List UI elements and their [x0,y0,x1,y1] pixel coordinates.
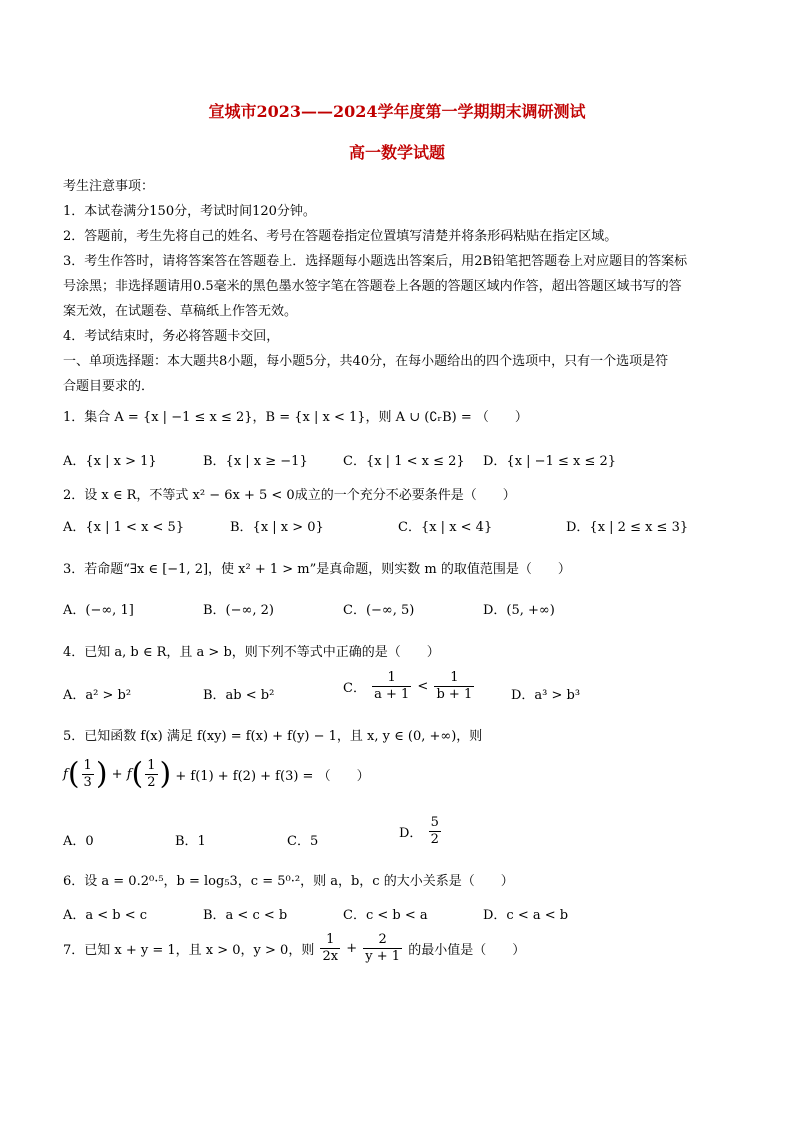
section-intro-line-1: 一、单项选择题：本大题共8小题，每小题5分，共40分，在每小题给出的四个选项中，只有一个选项是符 [63,354,669,369]
q6-option-d: D．c < a < b [483,908,569,923]
q2-option-c: C．{x | x < 4} [398,520,493,535]
q4-option-c-fraction-1: $\frac{1}{a + 1}$ [374,670,410,702]
q5-option-c: C．5 [287,834,319,849]
note-4: 4．考试结束时，务必将答题卡交回， [63,329,280,344]
q5-fraction-1: $\frac{1}{3}$ [83,758,92,790]
q5-stem: 5．已知函数 f(x) 满足 f(xy) = f(x) + f(y) − 1，且 x, y ∈ (0, +∞)，则 [63,729,483,744]
q7-stem: 7．已知 x + y = 1，且 x > 0，y > 0，则 $\frac{1}{2x}$ + $\frac{2}{y + 1}$ 的最小值是（ ） [63,932,526,964]
note-3-line-2: 号涂黑；非选择题请用0.5毫米的黑色墨水签字笔在答题卷上各题的答题区域内作答，超出答题区域书写的答 [63,279,682,294]
q5-option-d-fraction: $\frac{5}{2}$ [430,815,439,847]
note-1: 1．本试卷满分150分，考试时间120分钟。 [63,204,316,219]
note-3-line-1: 3．考生作答时，请将答案答在答题卷上．选择题每小题选出答案后，用2B铅笔把答题卷上对应题目的答案标 [63,254,688,269]
q1-stem: 1．集合 A = {x | −1 ≤ x ≤ 2}，B = {x | x < 1}，则 A ∪ (∁ᵣB) = （ ） [63,410,528,425]
q4-option-c [343,670,476,703]
q3-option-a: A．(−∞, 1] [63,603,134,618]
q4-option-c-label: C． [343,681,366,696]
q5-expression-tail: + f(1) + f(2) + f(3) = （ ） [175,769,370,784]
q7-fraction-1: $\frac{1}{2x}$ [322,932,339,964]
q5-option-d: D． $\frac{5}{2}$ [399,815,439,847]
q3-stem: 3．若命题“∃x ∈ [−1, 2]，使 x² + 1 > m”是真命题，则实数 m 的取值范围是（ ） [63,562,571,577]
notes-heading: 考生注意事项： [63,179,155,194]
q1-option-b: B．{x | x ≥ −1} [203,454,308,469]
q7-fraction-2: $\frac{2}{y + 1}$ [365,932,401,964]
q3-option-c: C．(−∞, 5) [343,603,415,618]
q3-option-b: B．(−∞, 2) [203,603,274,618]
q2-stem: 2．设 x ∈ R，不等式 x² − 6x + 5 < 0成立的一个充分不必要条件是（ ） [63,488,516,503]
q2-option-d: D．{x | 2 ≤ x ≤ 3} [566,520,689,535]
note-3-line-3: 案无效，在试题卷、草稿纸上作答无效。 [63,304,298,319]
q6-option-c: C．c < b < a [343,908,428,923]
q3-option-d: D．(5, +∞) [483,603,555,618]
q4-option-c-fraction-2: $\frac{1}{b + 1}$ [436,670,473,702]
q1-option-a: A．{x | x > 1} [63,454,157,469]
q5-expression: f( $\frac{1}{3}$ ) + f( $\frac{1}{2}$ ) + f(1) + f(2) + f(3) = （ ） [63,756,370,792]
section-intro-line-2: 合题目要求的． [63,379,155,394]
q4-option-b: B．ab < b² [203,688,275,703]
q2-option-b: B．{x | x > 0} [230,520,324,535]
q1-option-d: D．{x | −1 ≤ x ≤ 2} [483,454,617,469]
q4-option-d: D．a³ > b³ [511,688,581,703]
q5-option-a: A．0 [63,834,94,849]
q5-fraction-2: $\frac{1}{2}$ [147,758,156,790]
exam-subtitle: 高一数学试题 [348,143,445,162]
q6-option-a: A．a < b < c [63,908,148,923]
q5-option-b: B．1 [175,834,206,849]
q4-option-a: A．a² > b² [63,688,132,703]
exam-title: 宣城市2023——2024学年度第一学期期末调研测试 [208,102,586,121]
q6-stem: 6．设 a = 0.2⁰·⁵，b = log₅3，c = 5⁰·²，则 a，b，c 的大小关系是（ ） [63,874,514,889]
q4-stem: 4．已知 a, b ∈ R，且 a > b，则下列不等式中正确的是（ ） [63,645,440,660]
q1-option-c: C．{x | 1 < x ≤ 2} [343,454,465,469]
note-2: 2．答题前，考生先将自己的姓名、考号在答题卷指定位置填写清楚并将条形码粘贴在指定区域。 [63,229,618,244]
q6-option-b: B．a < c < b [203,908,288,923]
q2-option-a: A．{x | 1 < x < 5} [63,520,185,535]
q4-option-c-relation: < [417,679,429,694]
